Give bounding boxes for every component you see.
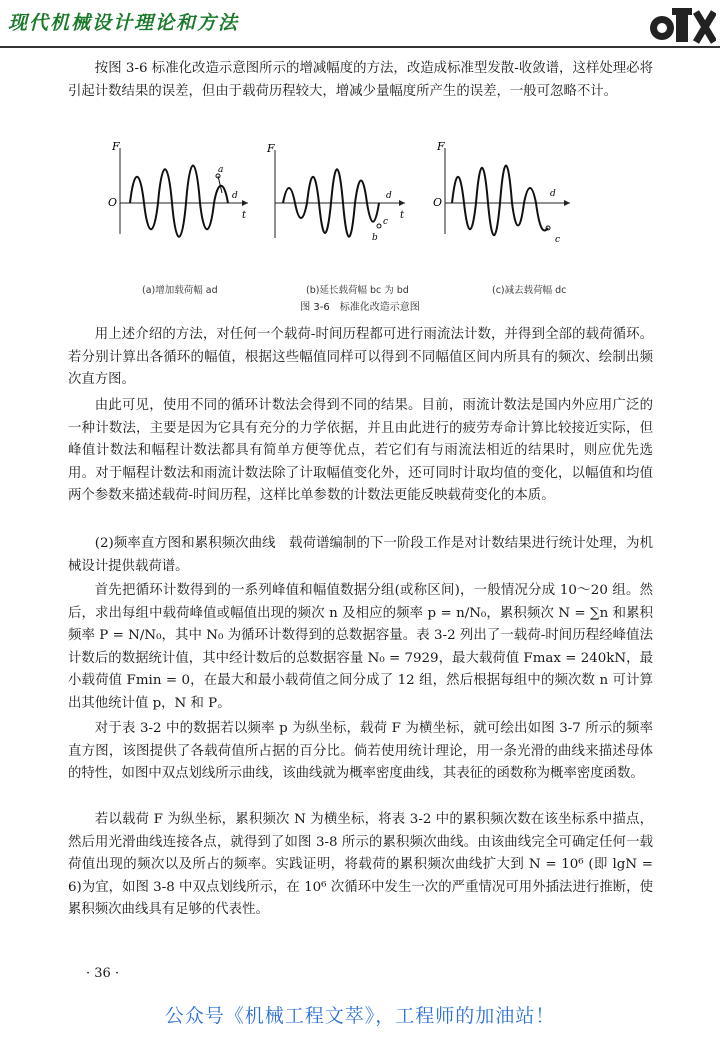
axis-x-label: t (400, 210, 405, 221)
axis-y-label: F (112, 140, 120, 153)
header-rule (0, 46, 720, 48)
paragraph-cumulative-curve: 若以载荷 F 为纵坐标，累积频次 N 为横坐标，将表 3-2 中的累积频次数在该坐标系中描点，然后用光滑曲线连接各点，就得到了如图 3-8 所示的累积频次曲线。由该曲线完全可确定任何一载荷值出现的频次以及所占的频率。实践证明，将载荷的累积频次曲线扩大到 N = 10⁶ (即 lgN = 6)为宜，如图 3-8 中双点划线所示，在 10⁶ 次循环中发生一次的严重情况可用外插法进行推断，使累积频次曲线具有足够的代表性。 (68, 812, 653, 918)
point-b-label: b (372, 233, 378, 243)
book-title: 现代机械设计理论和方法 (8, 12, 240, 34)
axis-y-label: F (437, 140, 445, 153)
publisher-logo (648, 2, 716, 46)
sub-caption-c: (c)减去载荷幅 dc (492, 285, 567, 296)
point-d-label: d (386, 191, 392, 201)
paragraph-grouping: 首先把循环计数得到的一系列峰值和幅值数据分组(或称区间)，一般情况分成 10～20 组。然后，求出每组中载荷峰值或幅值出现的频次 n 及相应的频率 p = n/N₀，累积频次 N = ∑n 和累积频率 P = N/N₀，其中 N₀ 为循环计数得到的总数据容量。表 3-2 列出了一载荷-时间历程经峰值法计数后的数据统计值，其中经计数后的总数据容量 N₀ = 7929，最大载荷值 Fmax = 240kN，最小载荷值 Fmin = 0，在最大和最小载荷值之间分成了 12 组，然后根据每组中的频次数 n 可计算出其他统计值 p，N 和 P。 (68, 583, 653, 711)
paragraph-rainflow-counting: 用上述介绍的方法，对任何一个载荷-时间历程都可进行雨流法计数，并得到全部的载荷循环。若分别计算出各循环的幅值，根据这些幅值同样可以得到不同幅值区间内所具有的频次、绘制出频次直方图。 (68, 327, 653, 388)
origin-label: O (433, 196, 443, 209)
point-d-label: d (232, 191, 238, 201)
paragraph-counting-methods: 由此可见，使用不同的循环计数法会得到不同的结果。目前，雨流计数法是国内外应用广泛的一种计数法，主要是因为它具有充分的力学依据，并且由此进行的疲劳寿命计算比较接近实际，但峰值计数法和幅程计数法都具有简单方便等优点，若它们有与雨流法相近的结果时，则应优先选用。对于幅程计数法和雨流计数法除了计取幅值变化外，还可同时计取均值的变化，以幅值和均值两个参数来描述载荷-时间历程，这样比单参数的计数法更能反映载荷变化的本质。 (68, 398, 653, 504)
point-d-label: d (550, 189, 556, 199)
axis-y-label: F (267, 142, 275, 155)
paragraph-section-heading: (2)频率直方图和累积频次曲线 载荷谱编制的下一阶段工作是对计数结果进行统计处理，为机械设计提供载荷谱。 (68, 536, 653, 574)
panel-a-plot (108, 140, 248, 237)
origin-label: O (108, 196, 118, 209)
paragraph-histogram: 对于表 3-2 中的数据若以频率 p 为纵坐标，载荷 F 为横坐标，就可绘出如图 3-7 所示的频率直方图，该图提供了各载荷值所占据的百分比。倘若使用统计理论，用一条光滑的曲线来描述母体的特性，如图中双点划线所示曲线，该曲线就为概率密度曲线，其表征的函数称为概率密度函数。 (68, 721, 653, 782)
point-a-label: a (218, 165, 224, 175)
footer-banner: 公众号《机械工程文萃》，工程师的加油站！ (164, 1005, 556, 1027)
panel-b-plot (266, 142, 405, 243)
figure-caption: 图 3-6 标准化改造示意图 (300, 302, 420, 313)
paragraph-intro: 按图 3-6 标准化改造示意图所示的增减幅度的方法，改造成标准型发散-收敛谱，这样处理必将引起计数结果的误差，但由于载荷历程较大，增减少量幅度所产生的误差，一般可忽略不计。 (68, 61, 653, 99)
sub-caption-b: (b)延长载荷幅 bc 为 bd (306, 285, 409, 296)
axis-x-label: t (242, 210, 247, 221)
page-number: · 36 · (86, 966, 120, 981)
panel-c-plot (433, 140, 570, 245)
sub-caption-a: (a)增加载荷幅 ad (142, 285, 218, 296)
point-c-label: c (383, 217, 389, 227)
point-c-label: c (555, 235, 561, 245)
